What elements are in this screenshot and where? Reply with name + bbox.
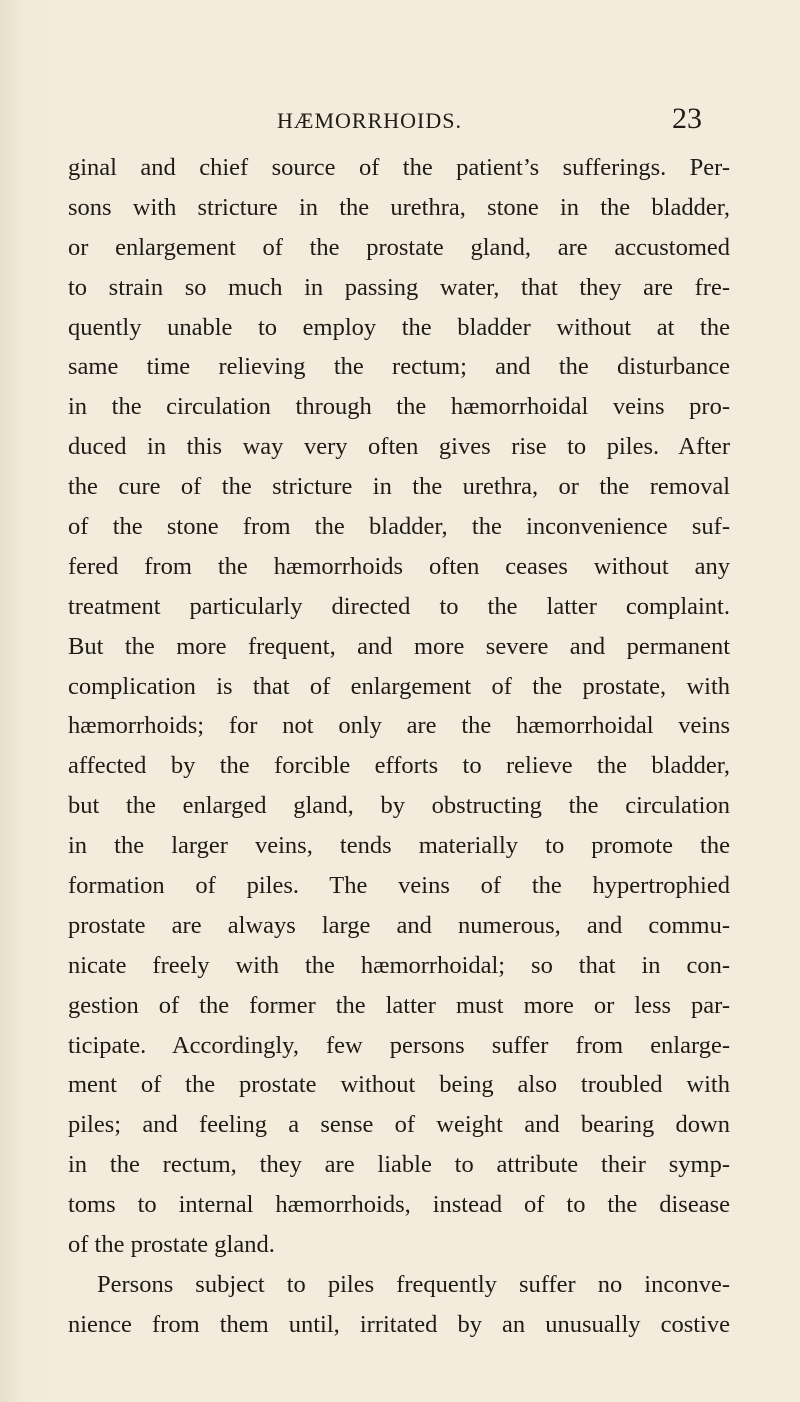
- text-line: piles; and feeling a sense of weight and bearing down: [68, 1111, 730, 1139]
- page-number: 23: [672, 102, 702, 135]
- paragraph-start-line: Persons subject to piles frequently suffer no inconve-: [97, 1270, 730, 1298]
- text-line: in the circulation through the hæmorrhoidal veins pro-: [68, 393, 730, 421]
- text-line: hæmorrhoids; for not only are the hæmorrhoidal veins: [68, 712, 730, 740]
- text-line: sons with stricture in the urethra, stone in the bladder,: [68, 193, 730, 221]
- text-line: the cure of the stricture in the urethra, or the removal: [68, 473, 730, 501]
- text-line: But the more frequent, and more severe and permanent: [68, 632, 730, 660]
- text-line: of the stone from the bladder, the inconvenience suf-: [68, 513, 730, 541]
- text-line: but the enlarged gland, by obstructing the circulation: [68, 792, 730, 820]
- text-line: ment of the prostate without being also troubled with: [68, 1071, 730, 1099]
- text-line: ticipate. Accordingly, few persons suffer from enlarge-: [68, 1031, 730, 1059]
- text-line: toms to internal hæmorrhoids, instead of to the disease: [68, 1191, 730, 1219]
- text-line: nicate freely with the hæmorrhoidal; so that in con-: [68, 951, 730, 979]
- paragraph-end-line: of the prostate gland.: [68, 1231, 275, 1259]
- text-line: same time relieving the rectum; and the disturbance: [68, 353, 730, 381]
- text-line: ginal and chief source of the patient’s sufferings. Per-: [68, 154, 730, 181]
- text-line: fered from the hæmorrhoids often ceases without any: [68, 552, 730, 580]
- text-line: duced in this way very often gives rise to piles. After: [68, 433, 730, 461]
- text-line: complication is that of enlargement of the prostate, with: [68, 672, 730, 700]
- text-line: in the rectum, they are liable to attribute their symp-: [68, 1151, 730, 1179]
- text-line: gestion of the former the latter must more or less par-: [68, 991, 730, 1019]
- text-line: affected by the forcible efforts to relieve the bladder,: [68, 752, 730, 780]
- text-line: treatment particularly directed to the latter complaint.: [68, 592, 730, 620]
- text-line: or enlargement of the prostate gland, are accustomed: [68, 233, 730, 261]
- text-line: quently unable to employ the bladder without at the: [68, 313, 730, 341]
- text-line: formation of piles. The veins of the hypertrophied: [68, 872, 730, 900]
- page-header: [0, 96, 800, 136]
- text-line: to strain so much in passing water, that they are fre-: [68, 273, 730, 301]
- running-head: HÆMORRHOIDS.: [277, 108, 462, 133]
- text-line: prostate are always large and numerous, and commu-: [68, 911, 730, 939]
- text-line: in the larger veins, tends materially to promote the: [68, 832, 730, 860]
- body-text: [68, 148, 730, 1345]
- text-line: nience from them until, irritated by an unusually costive: [68, 1310, 730, 1338]
